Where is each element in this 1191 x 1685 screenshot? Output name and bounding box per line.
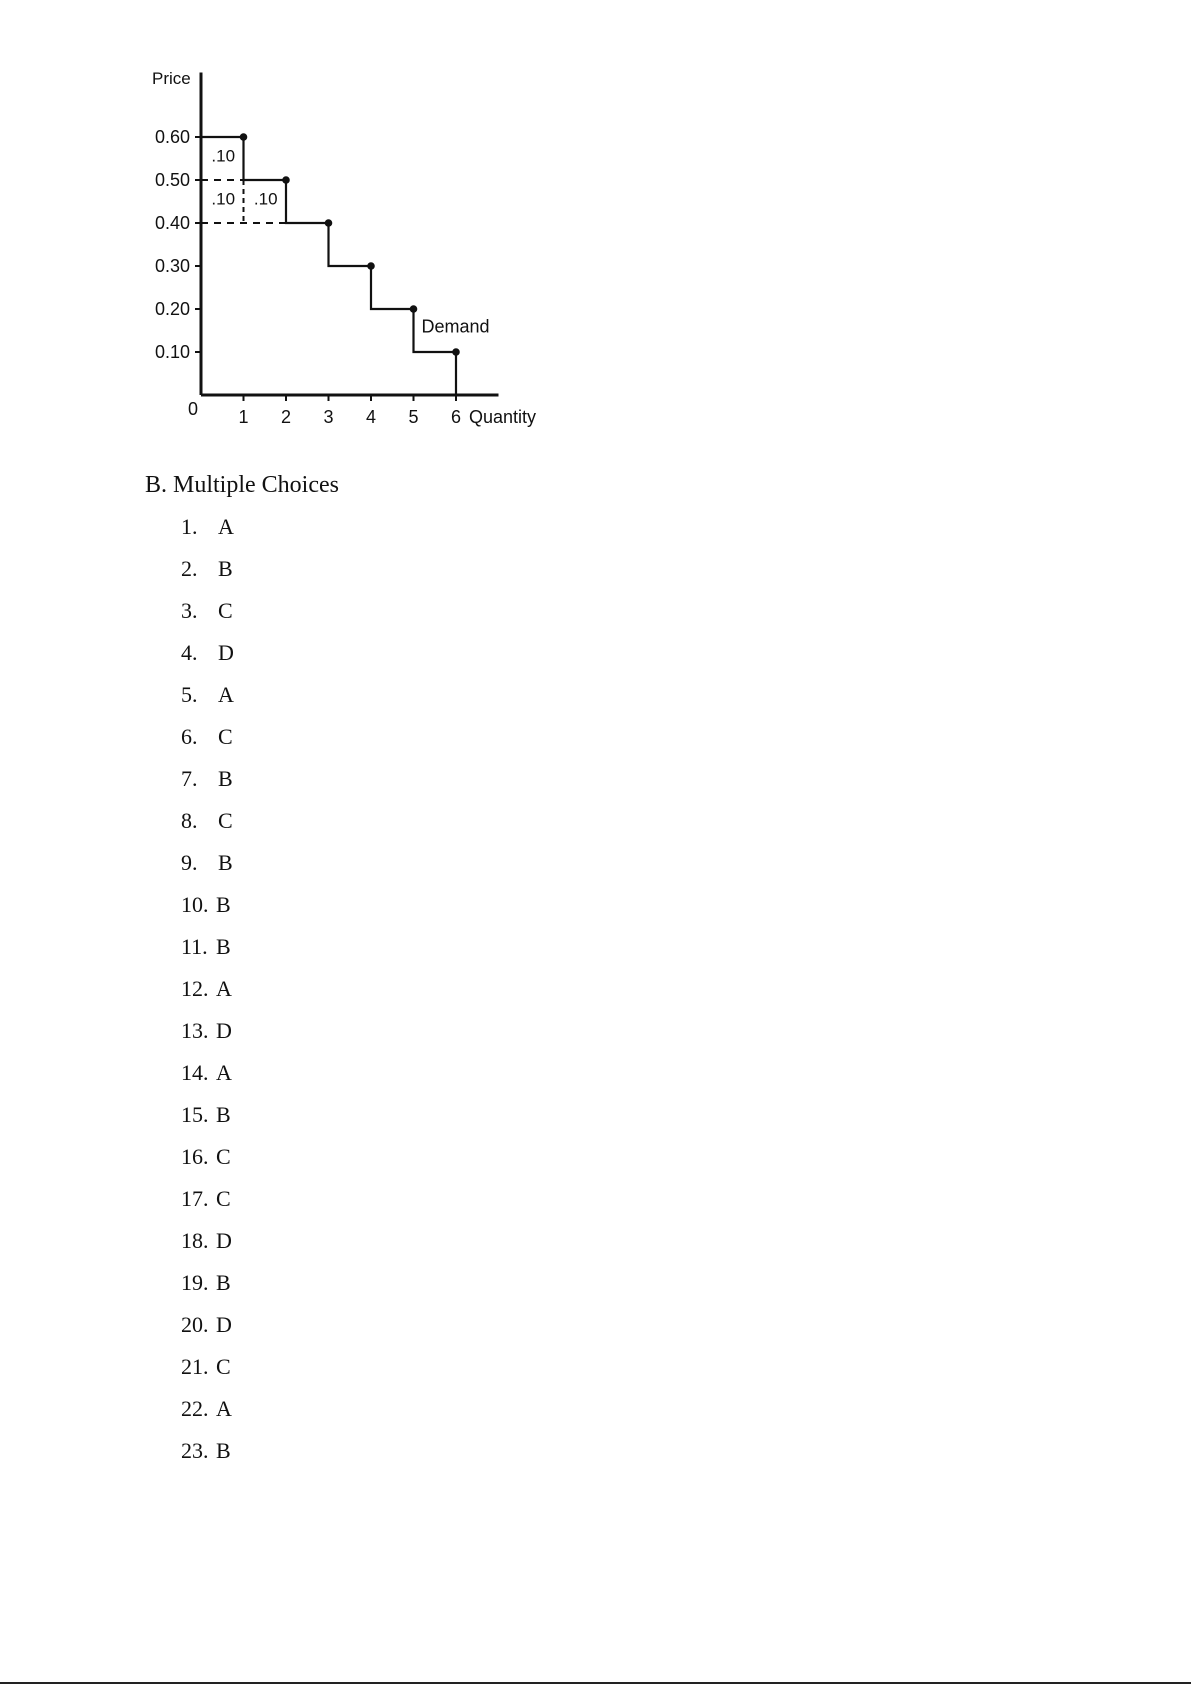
answer-number: 1. (181, 514, 198, 539)
y-tick-label: 0.40 (154, 213, 190, 233)
answer-letter: A (216, 1060, 232, 1085)
demand-point (410, 305, 418, 313)
demand-point (367, 262, 375, 270)
y-axis-label: Price (152, 69, 191, 88)
x-axis-label: Quantity (469, 407, 537, 427)
answer-number: 19. (181, 1270, 209, 1295)
answer-letter: C (216, 1186, 231, 1211)
answer-letter: D (218, 640, 234, 665)
answer-letter: C (216, 1354, 231, 1379)
demand-point (325, 219, 333, 227)
answer-letter: B (218, 766, 233, 791)
answer-number: 13. (181, 1018, 209, 1043)
answer-number: 17. (181, 1186, 209, 1211)
answer-number: 21. (181, 1354, 209, 1379)
y-tick-label: 0.30 (154, 256, 190, 276)
x-tick-label: 3 (323, 407, 334, 427)
answer-letter: C (218, 724, 233, 749)
answer-letter: C (216, 1144, 231, 1169)
origin-label: 0 (188, 399, 199, 419)
answer-number: 15. (181, 1102, 209, 1127)
demand-point (240, 133, 248, 141)
answer-letter: B (218, 556, 233, 581)
y-tick-label: 0.20 (154, 299, 190, 319)
answer-number: 16. (181, 1144, 209, 1169)
answer-number: 12. (181, 976, 209, 1001)
answer-letter: D (216, 1228, 232, 1253)
x-tick-label: 2 (280, 407, 292, 427)
x-tick-label: 6 (450, 407, 462, 427)
answer-number: 20. (181, 1312, 209, 1337)
answer-number: 3. (181, 598, 198, 623)
answer-letter: A (216, 1396, 232, 1421)
answer-letter: D (216, 1312, 232, 1337)
answer-letter: D (216, 1018, 232, 1043)
page-bottom-rule (0, 1682, 1191, 1684)
answer-number: 7. (181, 766, 198, 791)
answer-letter: B (216, 1438, 231, 1463)
answer-number: 22. (181, 1396, 209, 1421)
demand-chart (140, 60, 560, 430)
demand-curve-label: Demand (421, 316, 490, 337)
surplus-label: .10 (253, 189, 278, 209)
y-tick-label: 0.50 (154, 170, 190, 190)
surplus-label: .10 (211, 189, 236, 209)
answer-letter: B (216, 934, 231, 959)
answer-number: 5. (181, 682, 198, 707)
x-tick-label: 4 (365, 407, 377, 427)
answer-number: 10. (181, 892, 209, 917)
answer-letter: A (218, 514, 234, 539)
answer-number: 6. (181, 724, 198, 749)
answer-number: 9. (181, 850, 198, 875)
answer-letter: A (218, 682, 234, 707)
answer-letter: B (218, 850, 233, 875)
demand-point (452, 348, 460, 356)
demand-chart-svg (140, 60, 560, 430)
answer-letter: C (218, 808, 233, 833)
answer-letter: A (216, 976, 232, 1001)
answer-number: 11. (181, 934, 208, 959)
demand-point (282, 176, 290, 184)
x-tick-label: 1 (238, 407, 249, 427)
surplus-label: .10 (211, 146, 236, 166)
answer-letter: B (216, 1270, 231, 1295)
answer-number: 4. (181, 640, 198, 665)
demand-step-curve (201, 137, 456, 395)
answer-letter: B (216, 892, 231, 917)
answer-letter: B (216, 1102, 231, 1127)
answer-number: 14. (181, 1060, 209, 1085)
answer-number: 8. (181, 808, 198, 833)
y-tick-label: 0.60 (154, 127, 190, 147)
answer-letter: C (218, 598, 233, 623)
section-title: B. Multiple Choices (145, 472, 339, 498)
answer-number: 18. (181, 1228, 209, 1253)
y-tick-label: 0.10 (154, 342, 190, 362)
x-tick-label: 5 (408, 407, 419, 427)
answer-number: 23. (181, 1438, 209, 1463)
answer-number: 2. (181, 556, 198, 581)
